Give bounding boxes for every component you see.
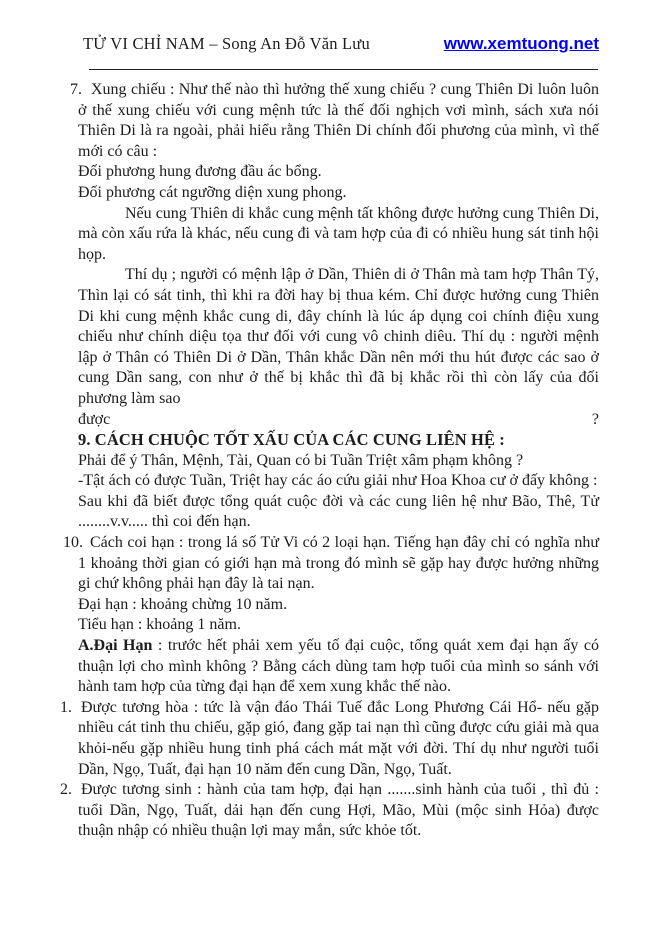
- paragraph-sau-khi: Sau khi đã biết được tổng quát cuộc đời và các cung liên hệ như Bão, Thê, Tử ........v.v..... thì coi đến hạn.: [78, 492, 599, 531]
- section-heading-9: 9. CÁCH CHUỘC TỐT XẤU CỦA CÁC CUNG LIÊN HỆ :: [78, 430, 505, 450]
- numbered-item-10: [63, 533, 599, 595]
- proverb-line-1: Đối phương hung đương đầu ác bổng.: [78, 163, 322, 181]
- item-10-number: 10.: [63, 534, 83, 552]
- item-2-text: Được tương sinh : hành của tam hợp, đại hạn .......sinh hành của tuổi , thì đủ : tuổi Dần, Ngọ, Tuất, dải hạn đến cung Hợi, Mão, Mùi (mộc sinh Hỏa) được thuận nhập có nhiều thuận lợi may mắn, sức khỏe tốt.: [78, 781, 599, 840]
- paragraph-a-dai-han: [78, 636, 599, 698]
- proverb-line-2: Đối phương cát ngưỡng diện xung phong.: [78, 183, 347, 201]
- book-title: TỬ VI CHỈ NAM – Song An Đỗ Văn Lưu: [83, 34, 370, 53]
- dai-han-definition: Đại hạn : khoảng chừng 10 năm.: [78, 595, 288, 613]
- item-7-text: Xung chiếu : Như thế nào thì hưởng thế xung chiếu ? cung Thiên Di luôn luôn ở thế xung chiếu với cung mệnh tức là thế đối nghịch vơi mình, sách xưa nói Thiên Di là ra ngoài, phải hiểu rằng Thiên Di chính đối phương của mình, vì thế mới có câu :: [78, 81, 599, 160]
- paragraph-neu-cung: Nếu cung Thiên di khắc cung mệnh tất không được hưởng cung Thiên Di, mà còn xấu rứa là khác, nếu cung đi và tam hợp của đi có nhiều hung sát tinh hội họp.: [78, 204, 599, 263]
- paragraph-thi-du-last-line: [78, 410, 599, 431]
- a-dai-han-label: A.Đại Hạn: [78, 637, 153, 655]
- numbered-item-2: [60, 780, 599, 842]
- paragraph-tat-ach: -Tật ách có được Tuần, Triệt hay các áo cứu giải như Hoa Khoa cư ở đấy không :: [78, 472, 598, 490]
- item-2-number: 2.: [60, 781, 72, 799]
- page-header: [83, 34, 599, 54]
- website-link[interactable]: www.xemtuong.net: [443, 34, 599, 53]
- item-7-number: 7.: [70, 81, 82, 98]
- paragraph-phai-de-y: Phải để ý Thân, Mệnh, Tài, Quan có bi Tuần Triệt xâm phạm không ?: [78, 451, 524, 469]
- item-1-text: Được tương hòa : tức là vận đáo Thái Tuế đắc Long Phương Cái Hổ- nếu gặp nhiều cát tinh thu chiếu, gặp gió, đang gặp tai nạn thì cũng được cứu giải mà qua khỏi-nếu gặp nhiều hung tinh phá cách mát mặt với đời. Thí dụ như người tuổi Dần, Ngọ, Tuất, đại hạn 10 năm đến cung Dần, Ngọ, Tuất.: [78, 698, 599, 778]
- tieu-han-definition: Tiểu hạn : khoảng 1 năm.: [78, 616, 241, 634]
- header-divider: [89, 69, 598, 70]
- last-line-word: được: [78, 410, 111, 428]
- numbered-item-1: [60, 698, 599, 780]
- item-1-number: 1.: [60, 698, 72, 716]
- numbered-item-7: [70, 80, 599, 162]
- item-10-text: Cách coi hạn : trong lá số Tử Vi có 2 loại hạn. Tiếng hạn đây chỉ có nghĩa như 1 khoảng thời gian có giới hạn mà trong đó mình sẽ gặp hay được hưởng những gi chứ không phải hạn đây là tai nạn.: [78, 534, 599, 593]
- paragraph-thi-du: Thí dụ ; người có mệnh lập ở Dần, Thiên di ở Thân mà tam hợp Thân Tý, Thìn lại có sát tinh, thì khi ra đời hay bị thua kém. Chỉ được hưởng cung Thiên Di khi cung mệnh khắc cung di, đây chính là lúc áp dụng coi chính điệu xung chiếu như chính diệu tọa thư đối với cung vô chinh diêu. Thí dụ : người mệnh lập ở Thân có Thiên Di ở Dần, Thân khắc Dần nên mới thu hút được các sao ở cung Dần sang, con như ở thế bị khắc thì đã bị khắc rồi thì còn lấy của đối phương làm sao: [78, 266, 599, 407]
- last-line-question-mark: ?: [591, 410, 599, 428]
- document-body: [60, 80, 599, 842]
- a-dai-han-text: : trước hết phải xem yếu tố đại cuộc, tổng quát xem đại hạn ấy có thuận lợi cho mình không ? Bằng cách dùng tam hợp tuổi của mình so sánh với hành tam hợp của từng đại hạn để xem xung khắc thế nào.: [78, 637, 599, 696]
